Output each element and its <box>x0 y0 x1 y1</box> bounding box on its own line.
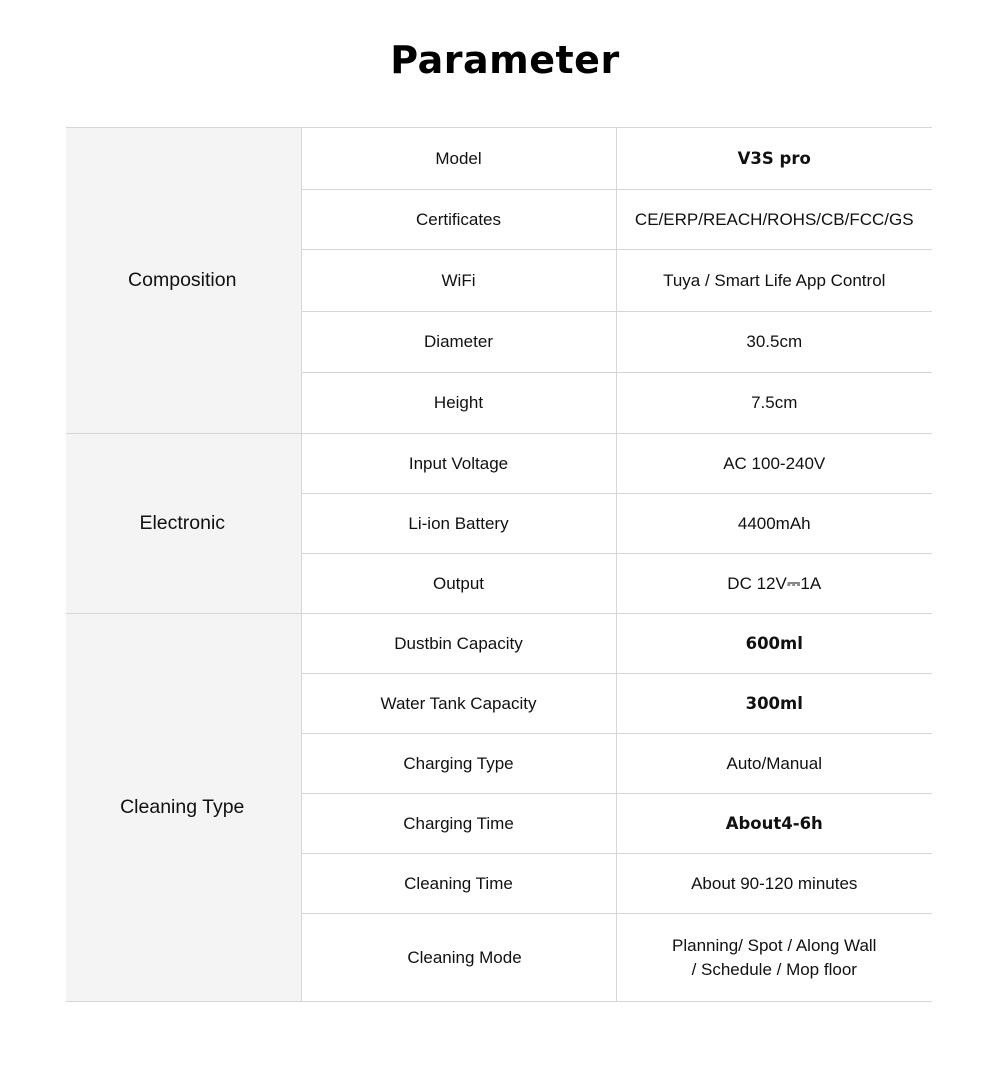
param-label: WiFi <box>301 250 616 312</box>
param-label: Li-ion Battery <box>301 494 616 554</box>
table-row <box>66 434 932 494</box>
param-value: V3S pro <box>616 128 932 190</box>
param-label: Model <box>301 128 616 190</box>
param-label: Diameter <box>301 312 616 373</box>
param-value: About4-6h <box>616 794 932 854</box>
param-label: Cleaning Mode <box>301 914 616 1002</box>
param-value: 7.5cm <box>616 373 932 434</box>
table-row <box>66 614 932 674</box>
param-label: Input Voltage <box>301 434 616 494</box>
param-value: 600ml <box>616 614 932 674</box>
page-title: Parameter <box>390 38 620 82</box>
table-row <box>66 128 932 190</box>
param-value: 4400mAh <box>616 494 932 554</box>
param-value: Tuya / Smart Life App Control <box>616 250 932 312</box>
param-value: 30.5cm <box>616 312 932 373</box>
param-value: About 90-120 minutes <box>616 854 932 914</box>
group-label-electronic: Electronic <box>66 434 301 614</box>
param-value <box>616 914 932 1002</box>
param-value: Auto/Manual <box>616 734 932 794</box>
parameter-table <box>66 127 932 1002</box>
value-line-1: Planning/ Spot / Along Wall <box>672 935 877 955</box>
param-value: CE/ERP/REACH/ROHS/CB/FCC/GS <box>616 190 932 250</box>
param-label: Cleaning Time <box>301 854 616 914</box>
param-value: AC 100-240V <box>616 434 932 494</box>
param-label: Output <box>301 554 616 614</box>
param-label: Certificates <box>301 190 616 250</box>
group-label-composition: Composition <box>66 128 301 434</box>
param-label: Dustbin Capacity <box>301 614 616 674</box>
param-label: Charging Type <box>301 734 616 794</box>
param-label: Height <box>301 373 616 434</box>
param-value: DC 12V⎓1A <box>616 554 932 614</box>
param-label: Water Tank Capacity <box>301 674 616 734</box>
value-line-2: / Schedule / Mop floor <box>691 959 857 979</box>
group-label-cleaning-type: Cleaning Type <box>66 614 301 1002</box>
param-value: 300ml <box>616 674 932 734</box>
param-label: Charging Time <box>301 794 616 854</box>
